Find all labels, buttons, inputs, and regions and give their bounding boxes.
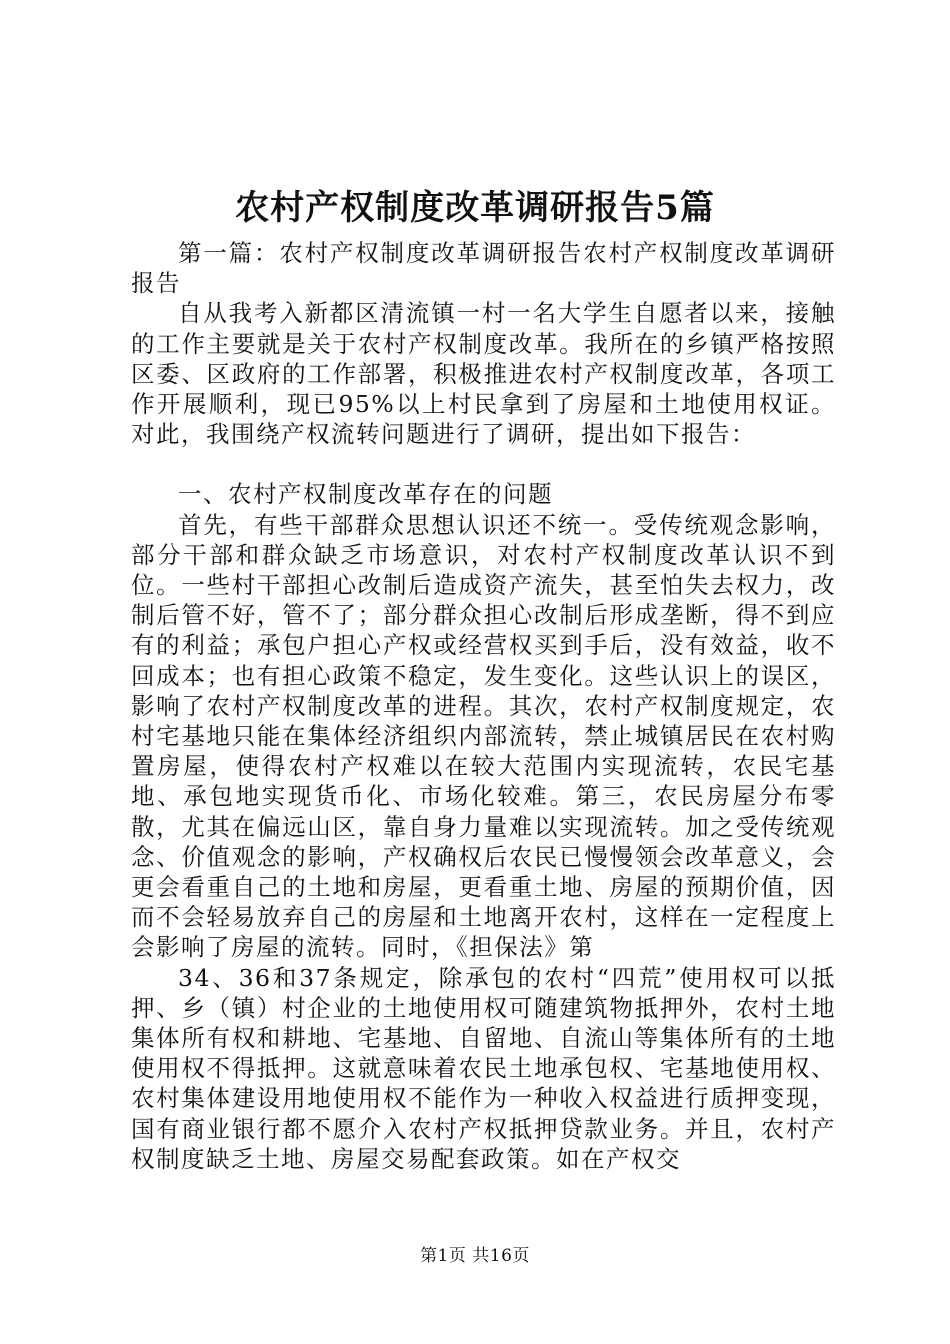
paragraph-guarantee-law: 34、36和37条规定，除承包的农村“四荒”使用权可以抵押、乡（镇）村企业的土地使用权可随建筑物抵押外，农村土地集体所有权和耕地、宅基地、自留地、自流山等集体所有的土地使用权不得抵押。这就意味着农民土地承包权、宅基地使用权、农村集体建设用地使用权不能作为一种收入权益进行质押变现，国有商业银行都不愿介入农村产权抵押贷款业务。并且，农村产权制度缺乏土地、房屋交易配套政策。如在产权交 <box>131 963 836 1173</box>
document-title: 农村产权制度改革调研报告5篇 <box>235 188 715 228</box>
page-number-footer: 第1页 共16页 <box>420 1246 530 1266</box>
paragraph-problems-analysis: 首先，有些干部群众思想认识还不统一。受传统观念影响，部分干部和群众缺乏市场意识，对农村产权制度改革认识不到位。一些村干部担心改制后造成资产流失，甚至怕失去权力，改制后管不好，管不了；部分群众担心改制后形成垄断，得不到应有的利益；承包户担心产权或经营权买到手后，没有效益，收不回成本；也有担心政策不稳定，发生变化。这些认识上的误区，影响了农村产权制度改革的进程。其次，农村产权制度规定，农村宅基地只能在集体经济组织内部流转，禁止城镇居民在农村购置房屋，使得农村产权难以在较大范围内实现流转，农民宅基地、承包地实现货币化、市场化较难。第三，农民房屋分布零散，尤其在偏远山区，靠自身力量难以实现流转。加之受传统观念、价值观念的影响，产权确权后农民已慢慢领会改革意义，会更会看重自己的土地和房屋，更看重土地、房屋的预期价值，因而不会轻易放弃自己的房屋和土地离开农村，这样在一定程度上会影响了房屋的流转。同时，《担保法》第 <box>131 510 836 962</box>
section-heading-problems: 一、农村产权制度改革存在的问题 <box>178 480 553 509</box>
document-body <box>131 238 836 1174</box>
paragraph-introduction: 自从我考入新都区清流镇一村一名大学生自愿者以来，接触的工作主要就是关于农村产权制度改革。我所在的乡镇严格按照区委、区政府的工作部署，积极推进农村产权制度改革，各项工作开展顺利，现已95%以上村民拿到了房屋和土地使用权证。对此，我围绕产权流转问题进行了调研，提出如下报告： <box>131 299 836 449</box>
paragraph-first-article-heading: 第一篇：农村产权制度改革调研报告农村产权制度改革调研报告 <box>131 239 836 298</box>
